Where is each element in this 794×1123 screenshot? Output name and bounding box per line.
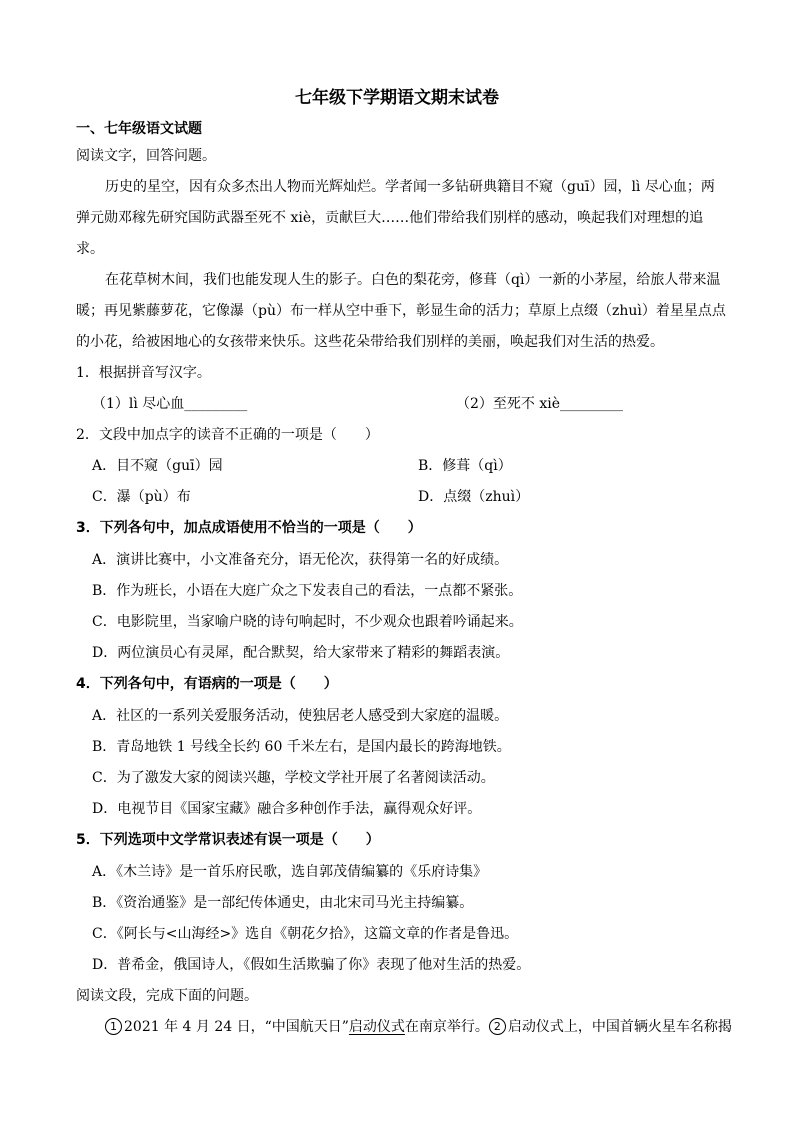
passage-2-segment: 2021 年 4 月 24 日，“中国航天日” (124, 1019, 349, 1035)
page-title: 七年级下学期语文期末试卷 (295, 88, 499, 108)
reading-instruction-2: 阅读文段，完成下面的问题。 (76, 988, 258, 1004)
question-4-stem: 4．下列各句中，有语病的一项是（ ） (76, 676, 338, 692)
passage-line: 的小花，给被困地心的女孩带来快乐。这些花朵带给我们别样的美丽，唤起我们对生活的热爱。 (76, 334, 664, 350)
question-3-option-b: B．作为班长，小语在大庭广众之下发表自己的看法，一点都不紧张。 (92, 583, 523, 599)
question-5-option-a: A．《木兰诗》是一首乐府民歌，选自郭茂倩编纂的《乐府诗集》 (92, 864, 488, 880)
question-5-option-d: D．普希金，俄国诗人，《假如生活欺骗了你》表现了他对生活的热爱。 (92, 957, 531, 973)
passage-line: 在花草树木间，我们也能发现人生的影子。白色的梨花旁，修葺（qì）一新的小茅屋，给旅人带来温 (105, 272, 721, 288)
sentence-marker: 1 (105, 1018, 122, 1035)
question-1-part-b: （2）至死不 xiè_________ (456, 396, 624, 412)
passage-2-segment: 启动仪式上，中国首辆火星车名称揭 (507, 1019, 732, 1035)
question-2-option-c: C．瀑（pù）布 (92, 489, 191, 505)
question-5-stem: 5．下列选项中文学常识表述有误一项是（ ） (76, 832, 380, 848)
question-1-stem: 1．根据拼音写汉字。 (76, 365, 211, 381)
question-3-option-a: A．演讲比赛中，小文准备充分，语无伦次，获得第一名的好成绩。 (92, 552, 509, 568)
question-4-option-b: B．青岛地铁 1 号线全长约 60 千米左右，是国内最长的跨海地铁。 (92, 739, 511, 755)
passage-line: 历史的星空，因有众多杰出人物而光辉灿烂。学者闻一多钻研典籍目不窥（guī）园，lì 尽心血；两 (105, 179, 715, 195)
question-2-stem: 2．文段中加点字的读音不正确的一项是（ ） (76, 427, 379, 443)
question-5-option-c: C．《阿长与<山海经>》选自《朝花夕拾》，这篇文章的作者是鲁迅。 (92, 926, 519, 942)
passage-line: 求。 (76, 241, 104, 257)
question-2-option-b: B．修葺（qì） (418, 458, 512, 474)
underlined-phrase: 启动仪式 (348, 1019, 405, 1035)
question-4-option-d: D．电视节目《国家宝藏》融合多种创作手法，赢得观众好评。 (92, 801, 482, 817)
passage-line: 暖；再见紫藤萝花，它像瀑（pù）布一样从空中垂下，彰显生命的活力；草原上点缀（zhuì）着星星点点 (76, 303, 726, 319)
question-2-option-a: A．目不窥（guī）园 (92, 458, 223, 474)
question-1-part-a: （1）lì 尽心血_________ (92, 396, 248, 412)
sentence-marker: 2 (489, 1018, 506, 1035)
reading-instruction: 阅读文字，回答问题。 (76, 148, 216, 164)
section-heading: 一、七年级语文试题 (76, 121, 202, 137)
passage-2-segment: 在南京举行。 (404, 1019, 489, 1035)
question-4-option-c: C．为了激发大家的阅读兴趣，学校文学社开展了名著阅读活动。 (92, 770, 495, 786)
question-5-option-b: B．《资治通鉴》是一部纪传体通史，由北宋司马光主持编纂。 (92, 895, 474, 911)
question-2-option-d: D．点缀（zhuì） (418, 489, 530, 505)
question-3-stem: 3．下列各句中，加点成语使用不恰当的一项是（ ） (76, 520, 422, 536)
question-3-option-d: D．两位演员心有灵犀，配合默契，给大家带来了精彩的舞蹈表演。 (92, 645, 510, 661)
passage-line: 弹元勋邓稼先研究国防武器至死不 xiè，贡献巨大……他们带给我们别样的感动，唤起我们对理想的追 (76, 210, 704, 226)
question-4-option-a: A．社区的一系列关爱服务活动，使独居老人感受到大家庭的温暖。 (92, 708, 509, 724)
passage-2-line (105, 1017, 732, 1037)
question-3-option-c: C．电影院里，当家喻户晓的诗句响起时，不少观众也跟着吟诵起来。 (92, 614, 523, 630)
